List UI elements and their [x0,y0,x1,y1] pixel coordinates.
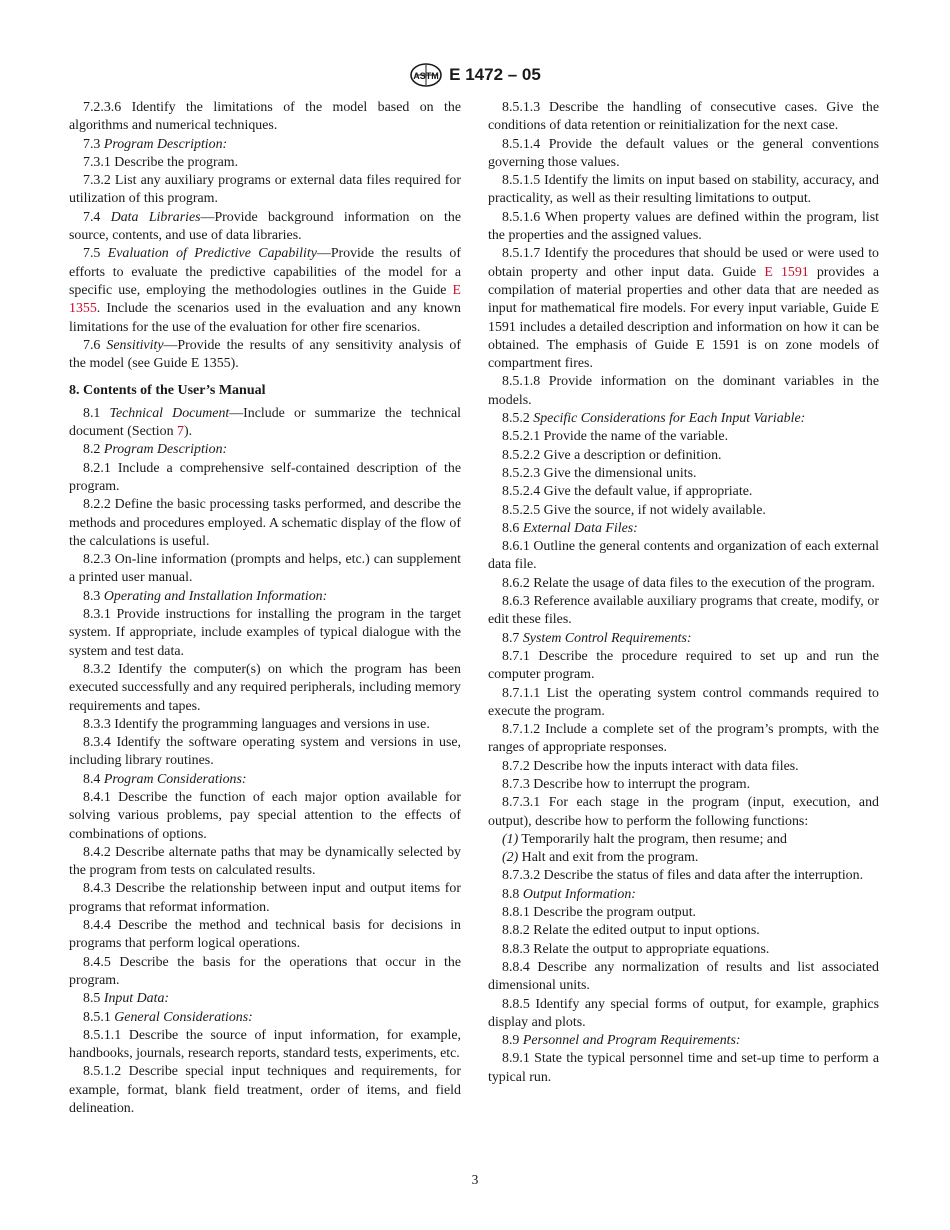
paragraph-text: 7.3.1 Describe the program. [83,154,239,170]
paragraph-text: 8.5.1.3 Describe the handling of consecutive cases. Give the conditions of data retention or reinitialization for the next case. [488,100,879,134]
reference-link[interactable]: 7 [177,424,184,440]
paragraph-text: 8.7.1 Describe the procedure required to set up and run the computer program. [488,648,879,683]
paragraph-text: 8.6.1 Outline the general contents and organization of each external data file. [488,539,879,573]
paragraph-text: 8.4.1 Describe the function of each major option available for solving various problems, pay special attention to the effects of combinations of options. [69,789,461,842]
paragraph-text: 8.5.2.4 Give the default value, if appropriate. [502,484,753,500]
paragraph [69,136,461,154]
paragraph-text: . Include the scenarios used in the evaluation and any known limitations for the use of the evaluation for other fire scenarios. [69,301,461,335]
italic-title: Sensitivity [106,337,164,353]
paragraph-text: —Provide the results of efforts to evaluate the predictive capabilities of the model for a specific use, employing the methodologies outlines in the Guide [69,246,462,298]
paragraph [488,959,879,996]
paragraph-text: Temporarily halt the program, then resume; and [518,831,787,847]
italic-title: General Considerations: [114,1009,253,1025]
paragraph-text: —Provide background information on the source, contents, and use of data libraries. [69,209,461,244]
paragraph [69,880,461,917]
paragraph [488,172,879,209]
section-number: 8.7 [502,630,523,646]
paragraph-text: 8.8.1 Describe the program output. [502,905,697,921]
paragraph [488,373,879,410]
paragraph-text: 8.4.5 Describe the basis for the operations that occur in the program. [69,954,461,988]
paragraph [488,1032,879,1050]
paragraph-text: 8.5.1.1 Describe the source of input information, for example, handbooks, journals, research reports, standard tests, experiments, etc. [69,1027,461,1062]
paragraph [69,337,461,374]
italic-title: Output Information: [522,886,636,902]
paragraph [69,789,461,844]
paragraph [488,849,879,867]
paragraph-text: 8.5.1.5 Identify the limits on input based on stability, accuracy, and practicality, as well as their resulting limitations to output. [488,173,879,207]
paragraph [69,209,461,246]
paragraph-text: —Include or summarize the technical document (Section [69,405,462,440]
italic-title: (1) [502,831,519,847]
paragraph [488,428,879,446]
paragraph [488,538,879,575]
paragraph-text: 8.5.1.6 When property values are defined within the program, list the properties and the assigned values. [488,209,879,244]
paragraph-text: 8.3.2 Identify the computer(s) on which the program has been executed successfully and any required peripherals, including memory requirements and tapes. [69,661,461,714]
paragraph-text: —Provide the results of any sensitivity analysis of the model (see Guide E 1355). [69,337,461,372]
paragraph [488,630,879,648]
paragraph [488,685,879,722]
section-number: 8.8 [502,886,523,902]
paragraph-text: 8.5.1.4 Provide the default values or the general conventions governing those values. [488,136,879,170]
paragraph-text: 8.5.1.7 Identify the procedures that should be used or were used to obtain property and other input data. Guide [488,246,879,280]
italic-title: Technical Document [109,405,230,421]
paragraph [69,405,461,442]
paragraph [69,154,461,172]
paragraph-text: 8.7.1.2 Include a complete set of the program’s prompts, with the ranges of appropriate responses. [488,722,879,756]
paragraph-text: 7.3.2 List any auxiliary programs or external data files required for utilization of this program. [69,173,461,207]
paragraph [488,776,879,794]
paragraph [69,1063,461,1118]
paragraph-text: 8.5.2.1 Provide the name of the variable. [502,429,729,445]
paragraph-text: 8.5.1.8 Provide information on the dominant variables in the models. [488,374,879,408]
paragraph [69,441,461,459]
section-number: 8.6 [502,520,523,536]
paragraph-text: ). [183,424,193,440]
paragraph [488,99,879,136]
paragraph [488,575,879,593]
paragraph [69,496,461,551]
paragraph [69,588,461,606]
paragraph [488,886,879,904]
paragraph [488,410,879,428]
paragraph [69,99,461,136]
page-number: 3 [471,1172,479,1187]
paragraph-text: 8.9.1 State the typical personnel time and set-up time to perform a typical run. [488,1051,879,1085]
paragraph-text: 8.7.2 Describe how the inputs interact with data files. [502,758,799,774]
section-number: 7.6 [83,337,107,353]
paragraph [69,844,461,881]
paragraph-text: 8.2.3 On-line information (prompts and helps, etc.) can supplement a printed user manual. [69,552,461,586]
paragraph [488,520,879,538]
paragraph-text: 8.6.3 Reference available auxiliary programs that create, modify, or edit these files. [488,594,879,628]
paragraph [488,502,879,520]
paragraph [69,606,461,661]
paragraph [69,917,461,954]
right-column [488,99,879,1087]
paragraph-text: 8.3.4 Identify the software operating system and versions in use, including library routines. [69,735,461,769]
paragraph-text: Halt and exit from the program. [518,850,699,866]
paragraph [69,771,461,789]
italic-title: Specific Considerations for Each Input Variable: [533,411,806,427]
paragraph [69,1027,461,1064]
paragraph-text: 8.4.2 Describe alternate paths that may be dynamically selected by the program from tests on calculated results. [69,844,461,879]
paragraph [69,661,461,716]
paragraph-text: 8.8.2 Relate the edited output to input options. [502,923,760,939]
paragraph-text: 8.4.4 Describe the method and technical basis for decisions in programs that perform logical operations. [69,918,461,952]
astm-logo-icon [409,63,443,87]
paragraph [488,483,879,501]
paragraph [488,447,879,465]
reference-link[interactable]: E 1355 [69,282,461,317]
paragraph [488,794,879,831]
paragraph-text: 8.8.4 Describe any normalization of results and list associated dimensional units. [488,959,879,994]
section-number: 7.5 [83,246,108,262]
paragraph [488,209,879,246]
paragraph-text: 8.7.3 Describe how to interrupt the program. [502,776,751,792]
paragraph [488,996,879,1033]
paragraph [488,904,879,922]
paragraph [488,1050,879,1087]
paragraph-text: 8.7.1.1 List the operating system control commands required to execute the program. [488,685,879,719]
italic-title: Input Data: [103,991,170,1007]
reference-link[interactable]: E 1591 [764,264,809,280]
paragraph [488,867,879,885]
paragraph [488,922,879,940]
paragraph-text: 8.7.3.1 For each stage in the program (input, execution, and output), describe how to perform the following functions: [488,795,879,829]
section-number: 7.4 [83,209,111,225]
paragraph [69,551,461,588]
section-number: 8.5.1 [83,1009,115,1025]
paragraph [69,172,461,209]
paragraph [69,1009,461,1027]
paragraph-text: 8.2.1 Include a comprehensive self-contained description of the program. [69,460,461,494]
italic-title: Program Considerations: [103,771,247,787]
paragraph-text: 8.5.1.2 Describe special input techniques and requirements, for example, format, blank field treatment, order of items, and field delineation. [69,1064,461,1117]
paragraph-text: 8.5.2.3 Give the dimensional units. [502,465,697,481]
italic-title: Personnel and Program Requirements: [522,1033,741,1049]
section-number: 8.3 [83,588,104,604]
logo-text: ASTM [413,71,439,81]
italic-title: (2) [502,850,519,866]
italic-title: Data Libraries [110,209,201,225]
paragraph [69,734,461,771]
paragraph [69,245,461,336]
page-header [0,62,950,88]
paragraph-text: 8.8.5 Identify any special forms of output, for example, graphics display and plots. [488,996,879,1030]
paragraph-text: provides a compilation of material properties and other data that are needed as input for mathematical fire models. For every input variable, Guide E 1591 includes a detailed description and information on how it can be obtained. The emphasis of Guide E 1591 is on zone models of compartment fires. [488,264,879,372]
paragraph [488,593,879,630]
section-number: 8.2 [83,442,104,458]
paragraph-text: 8.2.2 Define the basic processing tasks performed, and describe the methods and procedures employed. A schematic display of the flow of the calculations is useful. [69,497,461,549]
paragraph-text: 8.6.2 Relate the usage of data files to the execution of the program. [502,575,875,591]
paragraph-text: 8.3.1 Provide instructions for installing the program in the target system. If appropriate, include examples of typical dialogue with the system and test data. [69,607,461,659]
paragraph [488,136,879,173]
paragraph [488,941,879,959]
italic-title: External Data Files: [522,520,638,536]
italic-title: System Control Requirements: [522,630,692,646]
paragraph-text: 8.8.3 Relate the output to appropriate equations. [502,941,770,957]
paragraph [69,990,461,1008]
paragraph [488,758,879,776]
section-heading: 8. Contents of the User’s Manual [69,383,266,399]
paragraph [69,460,461,497]
left-column [69,99,461,1118]
paragraph-text: 8.5.2.2 Give a description or definition. [502,447,722,463]
paragraph [69,716,461,734]
paragraph-text: 8.5.2.5 Give the source, if not widely available. [502,502,766,518]
paragraph [488,465,879,483]
italic-title: Program Description: [103,136,228,152]
section-number: 8.4 [83,771,104,787]
paragraph-text: 7.2.3.6 Identify the limitations of the model based on the algorithms and numerical techniques. [69,100,461,134]
section-number: 8.5 [83,991,104,1007]
section-number: 7.3 [83,136,104,152]
section-number: 8.5.2 [502,411,534,427]
paragraph-text: 8.3.3 Identify the programming languages and versions in use. [83,716,430,732]
paragraph [488,831,879,849]
paragraph [488,721,879,758]
section-number: 8.1 [83,405,110,421]
italic-title: Operating and Installation Information: [103,588,328,604]
document-id: E 1472 – 05 [449,65,541,84]
italic-title: Program Description: [103,442,228,458]
paragraph [488,648,879,685]
italic-title: Evaluation of Predictive Capability [107,246,317,262]
paragraph [488,245,879,373]
paragraph-text: 8.7.3.2 Describe the status of files and data after the interruption. [502,868,864,884]
paragraph [69,954,461,991]
paragraph-text: 8.4.3 Describe the relationship between input and output items for programs that reformat information. [69,881,461,915]
section-number: 8.9 [502,1033,523,1049]
